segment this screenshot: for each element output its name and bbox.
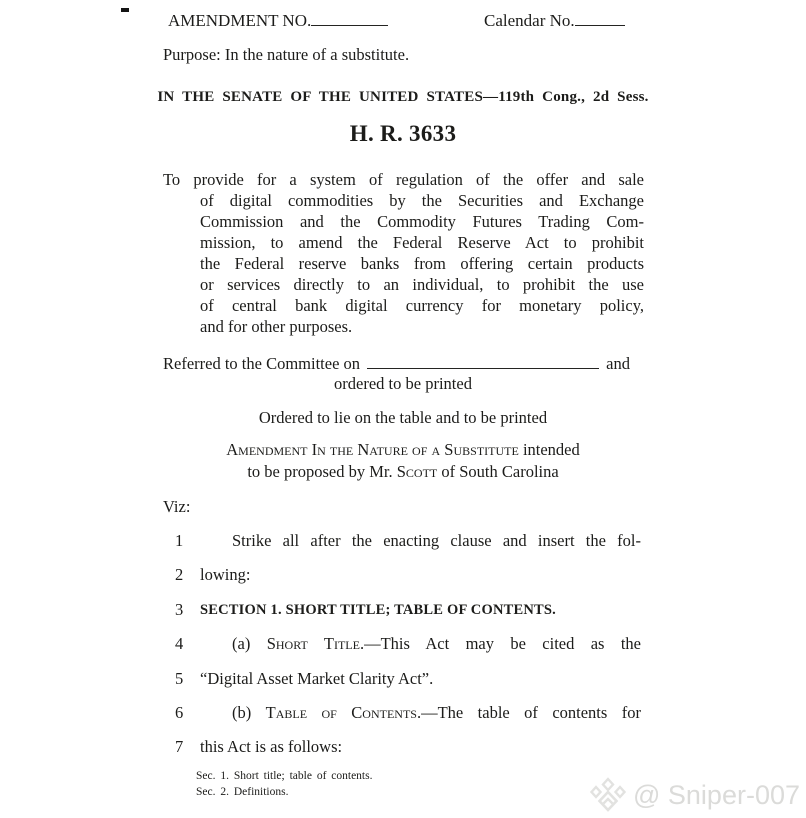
long-title-line: mission, to amend the Federal Reserve Act to prohibit <box>200 233 644 252</box>
amendment-number-line <box>168 9 388 31</box>
line-text <box>200 703 641 723</box>
long-title-line: of central bank digital currency for monetary policy, <box>200 296 644 315</box>
bill-number: H. R. 3633 <box>349 121 457 146</box>
text-run: SECTION 1. SHORT TITLE; TABLE OF CONTENTS. <box>200 601 556 618</box>
long-title-line: of digital commodities by the Securities and Exchange <box>200 191 644 210</box>
watermark <box>589 776 800 814</box>
amendment-no-label: AMENDMENT NO. <box>168 11 312 31</box>
calendar-no-label: Calendar No. <box>484 11 575 31</box>
toc-entry: Sec. 2. Definitions. <box>196 786 289 798</box>
bill-line-3 <box>175 600 645 620</box>
amendment-statement-line2 <box>120 462 686 482</box>
text-run: .—The table of contents for <box>416 703 641 722</box>
table-of-contents <box>196 768 372 800</box>
ordered-printed-line: ordered to be printed <box>334 374 472 393</box>
line-number: 3 <box>175 599 184 619</box>
bill-line-7 <box>175 737 645 757</box>
line-text <box>200 565 641 585</box>
line-text <box>200 634 641 654</box>
text-run: to be proposed by Mr. <box>247 462 397 481</box>
text-run: Amendment In the Nature of a Substitute <box>226 440 519 459</box>
calendar-number-line <box>484 9 625 31</box>
long-title-line: and for other purposes. <box>200 317 353 336</box>
line-number: 2 <box>175 565 184 585</box>
line-text <box>200 531 641 551</box>
watermark-text: @ Sniper-007 <box>633 779 800 810</box>
bill-line-1 <box>175 531 645 551</box>
diamond-compass-logo-icon <box>589 776 627 814</box>
long-title-line: or services directly to an individual, to prohibit the use <box>200 275 644 294</box>
line-text <box>200 669 641 689</box>
line-number: 6 <box>175 703 184 722</box>
line-number: 4 <box>175 634 184 654</box>
viz-label: Viz: <box>163 497 191 516</box>
text-run: Short Title <box>266 634 360 654</box>
text-run: (b) <box>232 703 266 722</box>
print-artifact-mark <box>121 8 129 12</box>
long-title-line: Commission and the Commodity Futures Trading Com- <box>200 212 644 231</box>
long-title-line: To provide for a system of regulation of the offer and sale <box>163 170 644 189</box>
long-title-line: the Federal reserve banks from offering certain products <box>200 254 644 273</box>
senate-header: IN THE SENATE OF THE UNITED STATES—119th Cong., 2d Sess. <box>157 89 649 105</box>
bill-line-4 <box>175 634 645 654</box>
referral-line <box>163 352 630 374</box>
text-run: (a) <box>232 634 267 654</box>
text-run: Strike all after the enacting clause and insert the fol- <box>232 531 641 550</box>
toc-entry: Sec. 1. Short title; table of contents. <box>196 770 373 782</box>
committee-name-blank <box>367 352 599 369</box>
calendar-no-blank <box>575 9 625 26</box>
line-number: 1 <box>175 531 184 550</box>
line-text <box>200 600 641 619</box>
bill-line-5 <box>175 669 645 689</box>
line-number: 5 <box>175 668 184 688</box>
text-run: intended <box>518 440 580 459</box>
lie-on-table-line: Ordered to lie on the table and to be printed <box>258 408 548 427</box>
referral-suffix: and <box>606 353 630 373</box>
text-run: Scott <box>396 462 438 481</box>
amendment-no-blank <box>311 9 388 26</box>
long-title <box>163 169 644 337</box>
purpose-line: Purpose: In the nature of a substitute. <box>163 45 410 64</box>
line-text <box>200 737 641 757</box>
text-run: .—This Act may be cited as the <box>359 634 641 654</box>
referral-prefix: Referred to the Committee on <box>163 353 361 373</box>
text-run: lowing: <box>200 565 251 585</box>
text-run: of South Carolina <box>437 462 559 481</box>
text-run: “Digital Asset Market Clarity Act”. <box>200 668 434 688</box>
bill-line-6 <box>175 703 645 723</box>
amendment-statement-line1 <box>120 440 686 460</box>
line-number: 7 <box>175 737 184 757</box>
bill-line-2 <box>175 565 645 585</box>
text-run: this Act is as follows: <box>200 737 343 757</box>
text-run: Table of Contents <box>265 703 417 722</box>
